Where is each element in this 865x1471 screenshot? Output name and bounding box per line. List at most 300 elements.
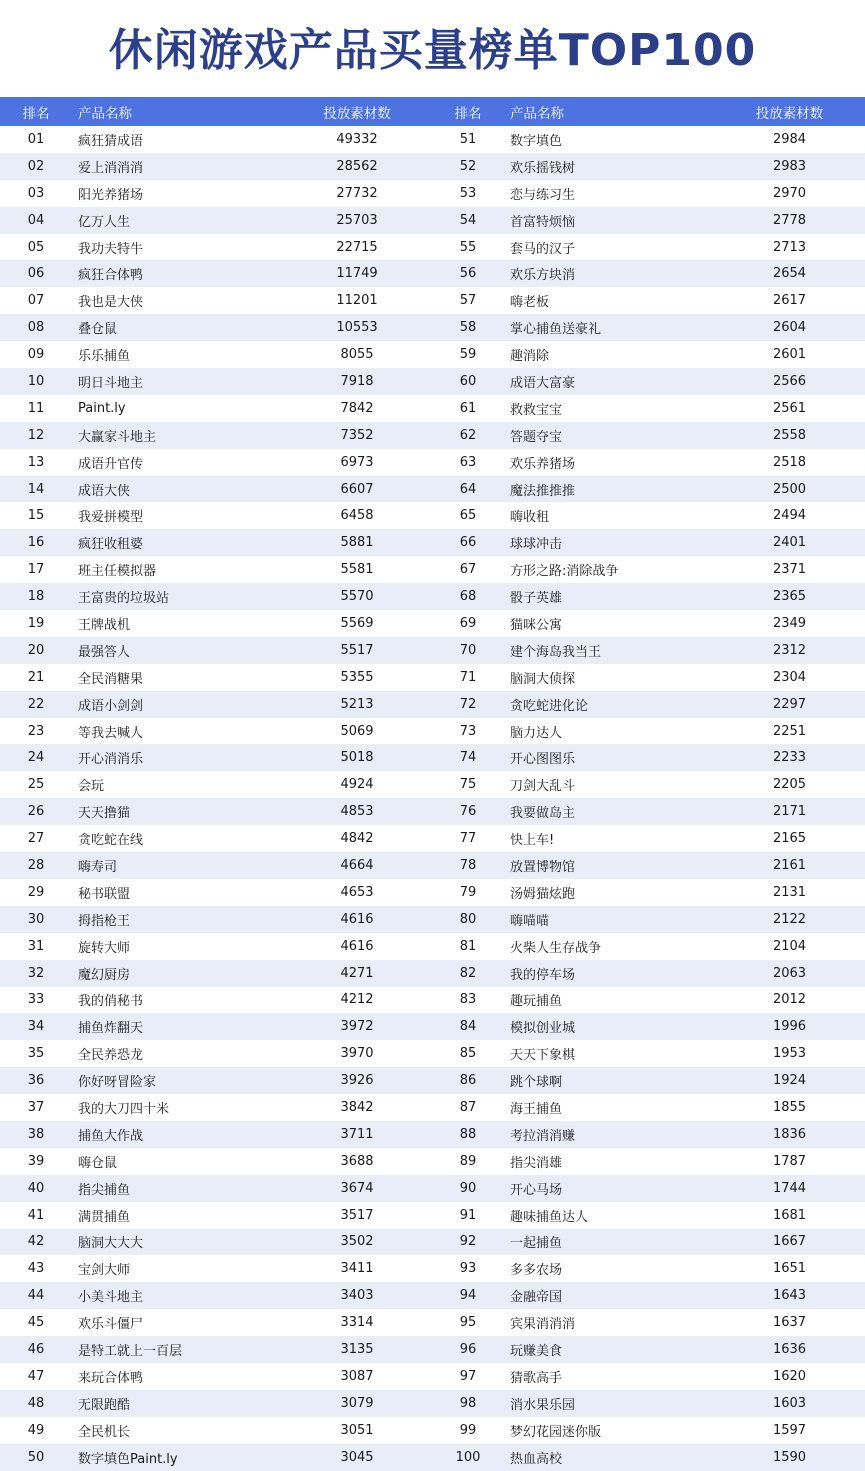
ad-count-cell: 2304 bbox=[772, 669, 807, 685]
rank-cell: 39 bbox=[27, 1153, 45, 1169]
table-row bbox=[0, 1121, 865, 1148]
rank-cell: 86 bbox=[459, 1073, 477, 1089]
ad-count-cell: 2561 bbox=[772, 400, 807, 416]
rank-cell: 29 bbox=[27, 884, 45, 900]
rank-cell: 57 bbox=[459, 293, 477, 309]
table-header-row bbox=[0, 97, 865, 126]
ad-count-cell: 4853 bbox=[340, 804, 374, 820]
product-name-cell: 脑力达人 bbox=[510, 725, 563, 741]
ad-count-cell: 11201 bbox=[336, 293, 378, 309]
product-name-cell: 阳光养猪场 bbox=[78, 187, 144, 203]
product-name-cell: 恋与练习生 bbox=[510, 187, 576, 203]
rank-cell: 55 bbox=[459, 239, 477, 255]
table-row bbox=[0, 1336, 865, 1363]
rank-cell: 85 bbox=[459, 1046, 477, 1062]
rank-cell: 23 bbox=[27, 723, 45, 739]
ad-count-cell: 2518 bbox=[772, 454, 807, 470]
ad-count-cell: 6973 bbox=[340, 454, 374, 470]
rank-cell: 02 bbox=[27, 158, 45, 174]
rank-cell: 21 bbox=[27, 669, 45, 685]
product-name-cell: 趣玩捕鱼 bbox=[510, 994, 563, 1010]
product-name-cell: 你好呀冒险家 bbox=[78, 1075, 157, 1091]
rank-cell: 99 bbox=[459, 1422, 477, 1438]
ad-count-cell: 1620 bbox=[772, 1368, 807, 1384]
rank-cell: 40 bbox=[27, 1180, 45, 1196]
product-name-cell: 疯狂合体鸭 bbox=[78, 268, 144, 284]
product-name-cell: 猜歌高手 bbox=[510, 1370, 563, 1386]
product-name-cell: 等我去喊人 bbox=[78, 725, 144, 741]
rank-cell: 64 bbox=[459, 481, 477, 497]
product-name-cell: 是特工就上一百层 bbox=[78, 1344, 183, 1360]
product-name-cell: 数字填色Paint.ly bbox=[78, 1451, 178, 1467]
table-row bbox=[0, 610, 865, 637]
product-name-cell: 嗨收租 bbox=[510, 510, 550, 526]
product-name-cell: 刀剑大乱斗 bbox=[510, 779, 576, 795]
rank-cell: 14 bbox=[27, 481, 45, 497]
table-row bbox=[0, 207, 865, 234]
rank-cell: 46 bbox=[27, 1342, 45, 1358]
ad-count-cell: 2161 bbox=[772, 857, 807, 873]
product-name-cell: 王富贵的垃圾站 bbox=[78, 591, 170, 607]
ad-count-cell: 10553 bbox=[336, 320, 378, 336]
rank-cell: 12 bbox=[27, 427, 45, 443]
ad-count-cell: 5355 bbox=[340, 669, 374, 685]
rank-cell: 17 bbox=[27, 562, 45, 578]
rank-cell: 16 bbox=[27, 535, 45, 551]
rank-cell: 08 bbox=[27, 320, 45, 336]
ad-count-cell: 3842 bbox=[340, 1100, 374, 1115]
ad-count-cell: 2558 bbox=[772, 427, 807, 443]
product-name-cell: 建个海岛我当王 bbox=[510, 644, 602, 660]
ad-count-cell: 2494 bbox=[772, 508, 807, 524]
table-row bbox=[0, 1229, 865, 1256]
ad-count-cell: 2122 bbox=[772, 911, 807, 927]
rank-cell: 15 bbox=[27, 508, 45, 524]
product-name-cell: 旋转大师 bbox=[78, 940, 131, 956]
ad-count-cell: 2365 bbox=[772, 589, 807, 605]
ad-count-cell: 5018 bbox=[340, 750, 374, 766]
rank-cell: 78 bbox=[459, 857, 477, 873]
table-row bbox=[0, 1363, 865, 1390]
table-row bbox=[0, 1148, 865, 1175]
ad-count-cell: 5569 bbox=[340, 615, 374, 631]
table-row bbox=[0, 556, 865, 583]
table-row bbox=[0, 529, 865, 556]
ad-count-cell: 4616 bbox=[340, 911, 374, 927]
table-row bbox=[0, 771, 865, 798]
rank-cell: 34 bbox=[27, 1019, 45, 1035]
rank-cell: 87 bbox=[459, 1100, 477, 1115]
table-row bbox=[0, 180, 865, 207]
product-name-cell: 答题夺宝 bbox=[510, 429, 563, 445]
ad-count-cell: 27732 bbox=[336, 185, 378, 201]
ad-count-cell: 1996 bbox=[772, 1019, 807, 1035]
product-name-cell: 脑洞大大大 bbox=[78, 1236, 144, 1252]
table-row bbox=[0, 691, 865, 718]
rank-cell: 35 bbox=[27, 1046, 45, 1062]
product-name-cell: 嗨寿司 bbox=[78, 859, 118, 875]
table-row bbox=[0, 583, 865, 610]
product-name-cell: 秘书联盟 bbox=[78, 886, 131, 902]
rank-cell: 96 bbox=[459, 1342, 477, 1358]
ad-count-cell: 3135 bbox=[340, 1342, 374, 1358]
product-name-cell: 明日斗地主 bbox=[78, 375, 144, 391]
product-name-cell: 成语大侠 bbox=[78, 483, 131, 499]
ad-count-cell: 6607 bbox=[340, 481, 374, 497]
ad-count-cell: 2012 bbox=[772, 992, 807, 1008]
product-name-cell: 无限跑酷 bbox=[78, 1397, 131, 1413]
ad-count-cell: 4842 bbox=[340, 831, 374, 847]
product-name-cell: 成语小剑剑 bbox=[78, 698, 144, 714]
ad-count-cell: 3087 bbox=[340, 1368, 374, 1384]
rank-cell: 84 bbox=[459, 1019, 477, 1035]
ad-count-cell: 2349 bbox=[772, 615, 807, 631]
rank-cell: 04 bbox=[27, 212, 45, 228]
rank-cell: 36 bbox=[27, 1073, 45, 1089]
product-name-cell: Paint.ly bbox=[78, 400, 126, 416]
rank-cell: 53 bbox=[459, 185, 477, 201]
rank-cell: 71 bbox=[459, 669, 477, 685]
rank-cell: 03 bbox=[27, 185, 45, 201]
ad-count-cell: 2778 bbox=[772, 212, 807, 228]
rank-cell: 68 bbox=[459, 589, 477, 605]
rank-cell: 37 bbox=[27, 1100, 45, 1115]
table-row bbox=[0, 287, 865, 314]
table-row bbox=[0, 1309, 865, 1336]
ad-count-cell: 5069 bbox=[340, 723, 374, 739]
product-name-cell: 热血高校 bbox=[510, 1451, 563, 1467]
table-row bbox=[0, 933, 865, 960]
ad-count-cell: 5881 bbox=[340, 535, 374, 551]
product-name-cell: 数字填色 bbox=[510, 133, 563, 149]
product-name-cell: 我爱拼模型 bbox=[78, 510, 144, 526]
rank-cell: 06 bbox=[27, 266, 45, 282]
product-name-cell: 满贯捕鱼 bbox=[78, 1209, 131, 1225]
product-name-cell: 我功夫特牛 bbox=[78, 241, 144, 257]
product-name-cell: 指尖消雄 bbox=[510, 1155, 563, 1171]
table-row bbox=[0, 718, 865, 745]
rank-cell: 13 bbox=[27, 454, 45, 470]
rank-cell: 26 bbox=[27, 804, 45, 820]
ad-count-cell: 1667 bbox=[772, 1234, 807, 1250]
ad-count-cell: 5581 bbox=[340, 562, 374, 578]
rank-cell: 70 bbox=[459, 642, 477, 658]
rank-cell: 59 bbox=[459, 347, 477, 363]
table-row bbox=[0, 234, 865, 261]
ad-count-cell: 2983 bbox=[772, 158, 807, 174]
rank-cell: 76 bbox=[459, 804, 477, 820]
ad-count-cell: 3972 bbox=[340, 1019, 374, 1035]
rank-cell: 11 bbox=[27, 400, 45, 416]
rank-cell: 25 bbox=[27, 777, 45, 793]
product-name-cell: 金融帝国 bbox=[510, 1290, 563, 1306]
rank-cell: 43 bbox=[27, 1261, 45, 1277]
product-name-cell: 来玩合体鸭 bbox=[78, 1370, 144, 1386]
product-name-cell: 魔幻厨房 bbox=[78, 967, 131, 983]
ad-count-cell: 2063 bbox=[772, 965, 807, 981]
rank-cell: 48 bbox=[27, 1395, 45, 1411]
ad-count-cell: 1637 bbox=[772, 1315, 807, 1331]
table-row bbox=[0, 664, 865, 691]
rank-cell: 41 bbox=[27, 1207, 45, 1223]
rank-cell: 50 bbox=[27, 1449, 45, 1465]
rank-cell: 93 bbox=[459, 1261, 477, 1277]
product-name-cell: 指尖捕鱼 bbox=[78, 1182, 131, 1198]
rank-cell: 42 bbox=[27, 1234, 45, 1250]
ad-count-cell: 2312 bbox=[772, 642, 807, 658]
ad-count-cell: 1590 bbox=[772, 1449, 807, 1465]
rank-cell: 89 bbox=[459, 1153, 477, 1169]
product-name-cell: 乐乐捕鱼 bbox=[78, 349, 131, 365]
ad-count-cell: 2104 bbox=[772, 938, 807, 954]
product-name-cell: 嗨老板 bbox=[510, 295, 550, 311]
product-name-cell: 全民消糖果 bbox=[78, 671, 144, 687]
ad-count-cell: 7842 bbox=[340, 400, 374, 416]
product-name-cell: 亿万人生 bbox=[78, 214, 131, 230]
table-row bbox=[0, 341, 865, 368]
table-row bbox=[0, 1444, 865, 1471]
rank-cell: 67 bbox=[459, 562, 477, 578]
ad-count-cell: 1636 bbox=[772, 1342, 807, 1358]
ad-count-cell: 1855 bbox=[772, 1100, 807, 1115]
table-row bbox=[0, 1094, 865, 1121]
ad-count-cell: 2713 bbox=[772, 239, 807, 255]
rank-cell: 19 bbox=[27, 615, 45, 631]
ad-count-cell: 3711 bbox=[340, 1126, 374, 1142]
ad-count-cell: 3502 bbox=[340, 1234, 374, 1250]
ad-count-cell: 5213 bbox=[340, 696, 374, 712]
ad-count-cell: 1681 bbox=[772, 1207, 807, 1223]
product-name-cell: 多多农场 bbox=[510, 1263, 563, 1279]
rank-cell: 72 bbox=[459, 696, 477, 712]
ad-count-cell: 2984 bbox=[772, 131, 807, 147]
product-name-cell: 火柴人生存战争 bbox=[510, 940, 602, 956]
rank-cell: 63 bbox=[459, 454, 477, 470]
table-row bbox=[0, 126, 865, 153]
ad-count-cell: 2165 bbox=[772, 831, 807, 847]
rank-cell: 10 bbox=[27, 373, 45, 389]
rank-cell: 05 bbox=[27, 239, 45, 255]
product-name-cell: 我也是大侠 bbox=[78, 295, 144, 311]
rank-cell: 33 bbox=[27, 992, 45, 1008]
rank-cell: 38 bbox=[27, 1126, 45, 1142]
product-name-cell: 最强答人 bbox=[78, 644, 131, 660]
product-name-cell: 大赢家斗地主 bbox=[78, 429, 157, 445]
rank-cell: 07 bbox=[27, 293, 45, 309]
product-name-cell: 放置博物馆 bbox=[510, 859, 576, 875]
table-row bbox=[0, 1417, 865, 1444]
ad-count-cell: 1836 bbox=[772, 1126, 807, 1142]
product-name-cell: 贪吃蛇进化论 bbox=[510, 698, 589, 714]
product-name-cell: 救救宝宝 bbox=[510, 402, 563, 418]
rank-cell: 22 bbox=[27, 696, 45, 712]
product-name-cell: 全民养恐龙 bbox=[78, 1048, 144, 1064]
rank-cell: 97 bbox=[459, 1368, 477, 1384]
rank-cell: 31 bbox=[27, 938, 45, 954]
product-name-cell: 梦幻花园迷你版 bbox=[510, 1424, 602, 1440]
rank-cell: 32 bbox=[27, 965, 45, 981]
ad-count-cell: 2131 bbox=[772, 884, 807, 900]
ad-count-cell: 1744 bbox=[772, 1180, 807, 1196]
table-row bbox=[0, 368, 865, 395]
ad-count-cell: 1643 bbox=[772, 1288, 807, 1304]
product-name-cell: 王牌战机 bbox=[78, 617, 131, 633]
table-row bbox=[0, 960, 865, 987]
rank-cell: 74 bbox=[459, 750, 477, 766]
product-name-cell: 一起捕鱼 bbox=[510, 1236, 563, 1252]
table-row bbox=[0, 906, 865, 933]
header-product-name: 产品名称 bbox=[510, 105, 564, 122]
rank-cell: 80 bbox=[459, 911, 477, 927]
table-row bbox=[0, 637, 865, 664]
ad-count-cell: 3674 bbox=[340, 1180, 374, 1196]
ad-count-cell: 3051 bbox=[340, 1422, 374, 1438]
table-row bbox=[0, 153, 865, 180]
product-name-cell: 嗨喵喵 bbox=[510, 913, 550, 929]
table-row bbox=[0, 449, 865, 476]
product-name-cell: 捕鱼炸翻天 bbox=[78, 1021, 144, 1037]
table-row bbox=[0, 260, 865, 287]
product-name-cell: 我要做岛主 bbox=[510, 806, 576, 822]
rank-cell: 09 bbox=[27, 347, 45, 363]
ad-count-cell: 22715 bbox=[336, 239, 378, 255]
rank-cell: 69 bbox=[459, 615, 477, 631]
rank-cell: 90 bbox=[459, 1180, 477, 1196]
product-name-cell: 掌心捕鱼送豪礼 bbox=[510, 322, 602, 338]
ad-count-cell: 7352 bbox=[340, 427, 374, 443]
table-row bbox=[0, 879, 865, 906]
product-name-cell: 消水果乐园 bbox=[510, 1397, 576, 1413]
product-name-cell: 欢乐养猪场 bbox=[510, 456, 576, 472]
table-row bbox=[0, 422, 865, 449]
product-name-cell: 套马的汉子 bbox=[510, 241, 576, 257]
product-name-cell: 汤姆猫炫跑 bbox=[510, 886, 576, 902]
rank-cell: 54 bbox=[459, 212, 477, 228]
product-name-cell: 跳个球啊 bbox=[510, 1075, 563, 1091]
product-name-cell: 会玩 bbox=[78, 779, 105, 795]
table-row bbox=[0, 744, 865, 771]
rank-cell: 44 bbox=[27, 1288, 45, 1304]
rank-cell: 75 bbox=[459, 777, 477, 793]
ad-count-cell: 49332 bbox=[336, 131, 378, 147]
ad-count-cell: 7918 bbox=[340, 373, 374, 389]
product-name-cell: 方形之路:消除战争 bbox=[510, 564, 619, 580]
rank-cell: 91 bbox=[459, 1207, 477, 1223]
product-name-cell: 欢乐斗僵尸 bbox=[78, 1317, 144, 1333]
product-name-cell: 趣消除 bbox=[510, 349, 550, 365]
rank-cell: 82 bbox=[459, 965, 477, 981]
rank-cell: 98 bbox=[459, 1395, 477, 1411]
table-row bbox=[0, 1255, 865, 1282]
table-row bbox=[0, 1390, 865, 1417]
rank-cell: 45 bbox=[27, 1315, 45, 1331]
ad-count-cell: 25703 bbox=[336, 212, 378, 228]
rank-cell: 56 bbox=[459, 266, 477, 282]
product-name-cell: 成语大富豪 bbox=[510, 375, 576, 391]
ranking-table bbox=[0, 97, 865, 1471]
product-name-cell: 快上车! bbox=[510, 833, 555, 849]
table-row bbox=[0, 476, 865, 503]
rank-cell: 60 bbox=[459, 373, 477, 389]
product-name-cell: 成语升官传 bbox=[78, 456, 144, 472]
ad-count-cell: 2401 bbox=[772, 535, 807, 551]
ad-count-cell: 3411 bbox=[340, 1261, 374, 1277]
ad-count-cell: 1603 bbox=[772, 1395, 807, 1411]
ad-count-cell: 4212 bbox=[340, 992, 374, 1008]
ad-count-cell: 2654 bbox=[772, 266, 807, 282]
product-name-cell: 开心图图乐 bbox=[510, 752, 576, 768]
rank-cell: 24 bbox=[27, 750, 45, 766]
ad-count-cell: 2970 bbox=[772, 185, 807, 201]
product-name-cell: 首富特烦恼 bbox=[510, 214, 576, 230]
rank-cell: 18 bbox=[27, 589, 45, 605]
product-name-cell: 疯狂猜成语 bbox=[78, 133, 144, 149]
rank-cell: 30 bbox=[27, 911, 45, 927]
ad-count-cell: 2371 bbox=[772, 562, 807, 578]
ad-count-cell: 2251 bbox=[772, 723, 807, 739]
table-row bbox=[0, 1282, 865, 1309]
ad-count-cell: 3970 bbox=[340, 1046, 374, 1062]
product-name-cell: 爱上消消消 bbox=[78, 160, 144, 176]
rank-cell: 100 bbox=[455, 1449, 481, 1465]
ad-count-cell: 2233 bbox=[772, 750, 807, 766]
rank-cell: 58 bbox=[459, 320, 477, 336]
ad-count-cell: 11749 bbox=[336, 266, 378, 282]
ad-count-cell: 1787 bbox=[772, 1153, 807, 1169]
product-name-cell: 天天下象棋 bbox=[510, 1048, 576, 1064]
table-row bbox=[0, 1175, 865, 1202]
product-name-cell: 宝剑大师 bbox=[78, 1263, 131, 1279]
ad-count-cell: 5517 bbox=[340, 642, 374, 658]
product-name-cell: 贪吃蛇在线 bbox=[78, 833, 144, 849]
product-name-cell: 骰子英雄 bbox=[510, 591, 563, 607]
ad-count-cell: 8055 bbox=[340, 347, 374, 363]
rank-cell: 65 bbox=[459, 508, 477, 524]
table-row bbox=[0, 1202, 865, 1229]
rank-cell: 62 bbox=[459, 427, 477, 443]
product-name-cell: 我的俏秘书 bbox=[78, 994, 144, 1010]
table-row bbox=[0, 314, 865, 341]
rank-cell: 20 bbox=[27, 642, 45, 658]
rank-cell: 61 bbox=[459, 400, 477, 416]
ad-count-cell: 4271 bbox=[340, 965, 374, 981]
ad-count-cell: 1597 bbox=[772, 1422, 807, 1438]
ad-count-cell: 5570 bbox=[340, 589, 374, 605]
ad-count-cell: 3079 bbox=[340, 1395, 374, 1411]
rank-cell: 79 bbox=[459, 884, 477, 900]
table-row bbox=[0, 1040, 865, 1067]
ad-count-cell: 2604 bbox=[772, 320, 807, 336]
rank-cell: 47 bbox=[27, 1368, 45, 1384]
header-ad-count: 投放素材数 bbox=[323, 105, 391, 122]
product-name-cell: 开心消消乐 bbox=[78, 752, 144, 768]
header-rank: 排名 bbox=[22, 105, 50, 122]
product-name-cell: 宾果消消消 bbox=[510, 1317, 576, 1333]
ad-count-cell: 4664 bbox=[340, 857, 374, 873]
ad-count-cell: 1924 bbox=[772, 1073, 807, 1089]
rank-cell: 49 bbox=[27, 1422, 45, 1438]
rank-cell: 01 bbox=[27, 131, 45, 147]
product-name-cell: 开心马场 bbox=[510, 1182, 563, 1198]
ad-count-cell: 4924 bbox=[340, 777, 374, 793]
product-name-cell: 班主任模拟器 bbox=[78, 564, 157, 580]
ad-count-cell: 2297 bbox=[772, 696, 807, 712]
ad-count-cell: 4653 bbox=[340, 884, 374, 900]
rank-cell: 95 bbox=[459, 1315, 477, 1331]
rank-cell: 77 bbox=[459, 831, 477, 847]
ad-count-cell: 3517 bbox=[340, 1207, 374, 1223]
rank-cell: 27 bbox=[27, 831, 45, 847]
